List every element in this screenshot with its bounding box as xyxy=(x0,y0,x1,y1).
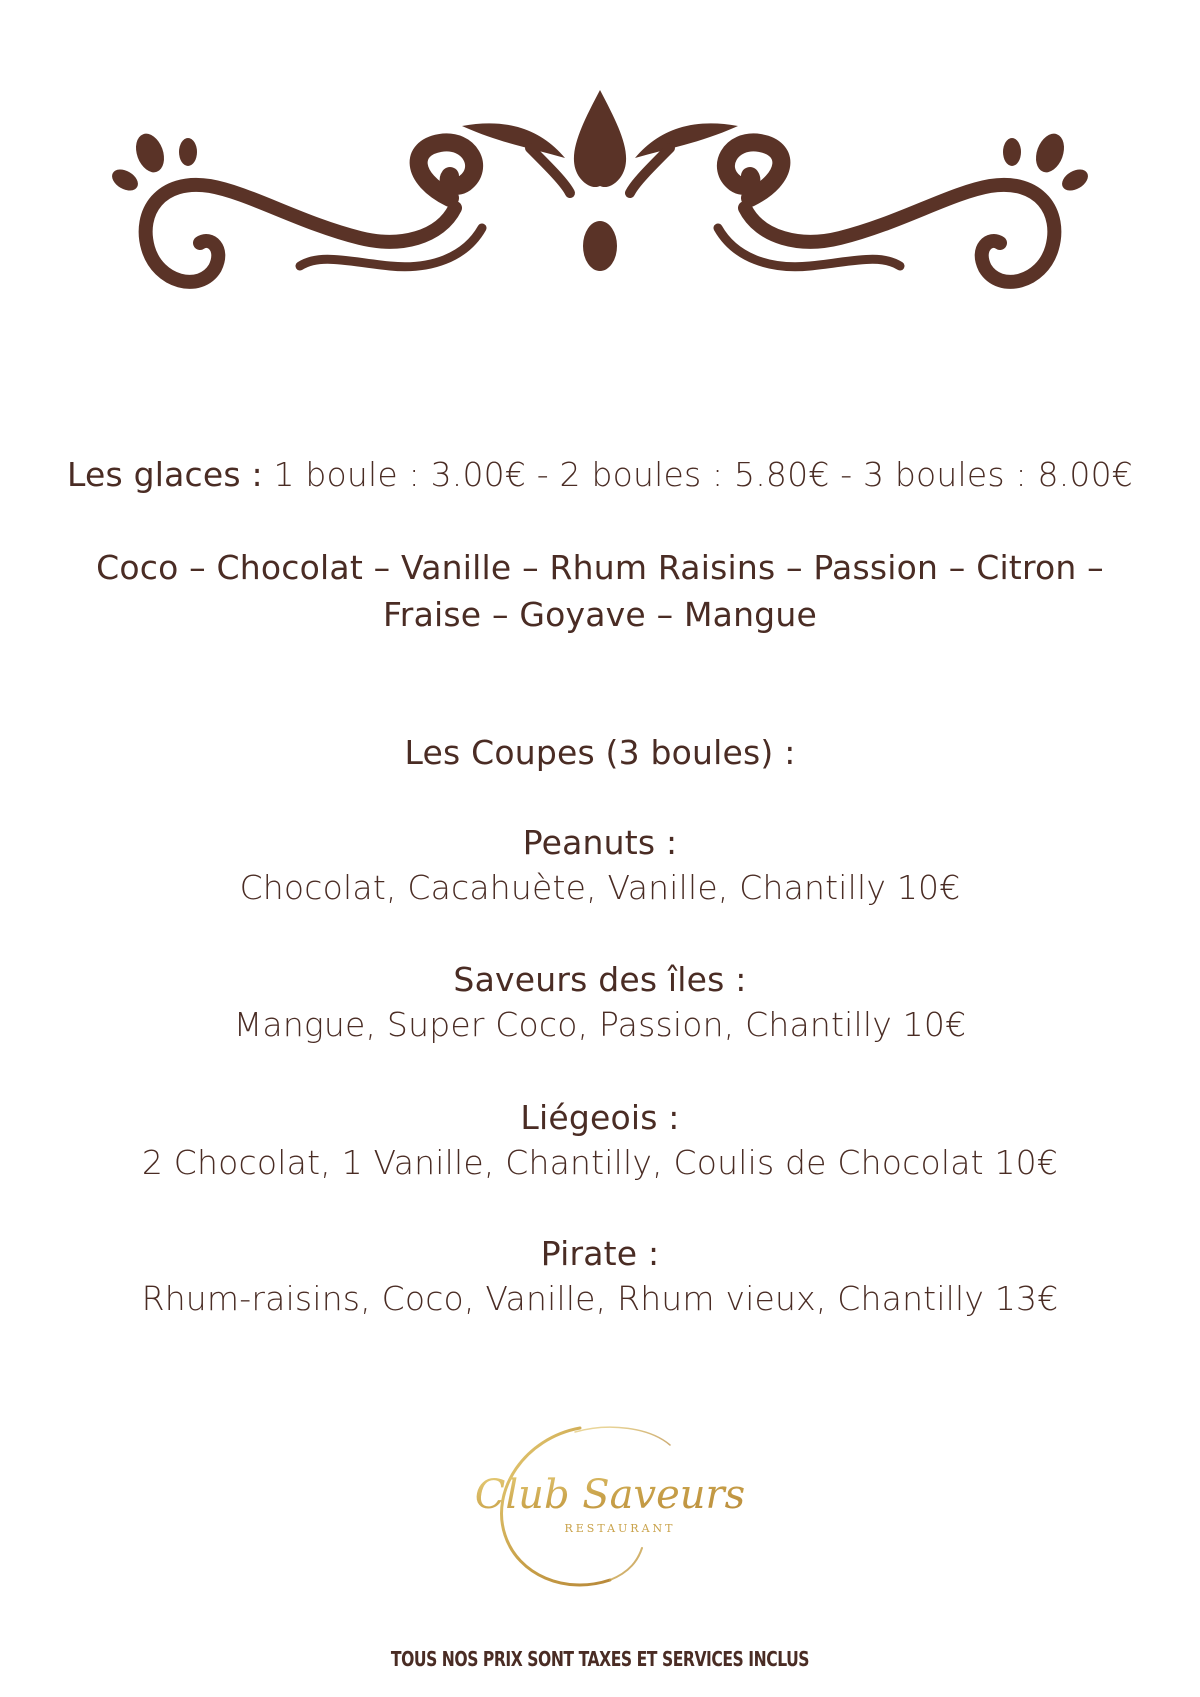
club-saveurs-logo xyxy=(470,1420,750,1600)
footer-note: TOUS NOS PRIX SONT TAXES ET SERVICES INCLUS xyxy=(390,1647,810,1671)
glaces-label: Les glaces : xyxy=(67,455,263,494)
flavor-line-1: Coco – Chocolat – Vanille – Rhum Raisins – Passion – Citron – xyxy=(96,548,1104,587)
coupe-name-saveurs-des-iles: Saveurs des îles : xyxy=(453,960,747,999)
flourish-ornament xyxy=(110,88,1090,338)
logo-script-text: Club Saveurs xyxy=(474,1472,746,1518)
coupe-desc-pirate: Rhum-raisins, Coco, Vanille, Rhum vieux, Chantilly 13€ xyxy=(141,1279,1059,1318)
logo-subtitle: RESTAURANT xyxy=(564,1522,676,1535)
coupe-desc-saveurs-des-iles: Mangue, Super Coco, Passion, Chantilly 10€ xyxy=(233,1005,967,1044)
glaces-price-line xyxy=(60,452,1140,498)
coupe-name-pirate: Pirate : xyxy=(540,1234,660,1273)
coupes-title: Les Coupes (3 boules) : xyxy=(404,733,796,772)
coupe-name-peanuts: Peanuts : xyxy=(522,823,678,862)
glaces-prices: 1 boule : 3.00€ - 2 boules : 5.80€ - 3 boules : 8.00€ xyxy=(262,455,1133,494)
flavor-list xyxy=(60,544,1140,638)
coupe-name-liegeois: Liégeois : xyxy=(520,1098,680,1137)
coupe-desc-liegeois: 2 Chocolat, 1 Vanille, Chantilly, Coulis de Chocolat 10€ xyxy=(141,1143,1059,1182)
coupe-desc-peanuts: Chocolat, Cacahuète, Vanille, Chantilly 10€ xyxy=(239,868,961,907)
flavor-line-2: Fraise – Goyave – Mangue xyxy=(383,595,817,634)
